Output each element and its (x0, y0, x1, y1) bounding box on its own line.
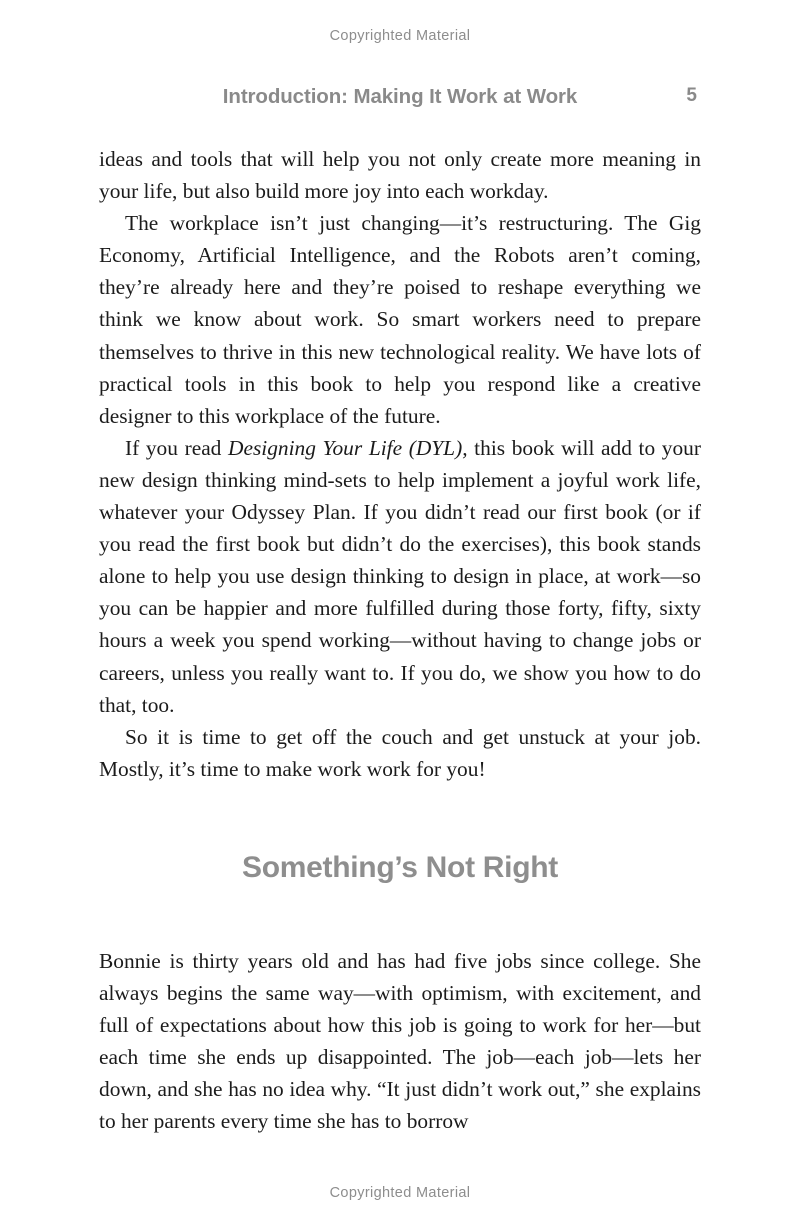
text-column (99, 143, 701, 1137)
page-number: 5 (686, 85, 697, 106)
paragraph-get-unstuck: So it is time to get off the couch and get unstuck at your job. Mostly, it’s time to make work work for you! (99, 724, 701, 781)
copyright-watermark-bottom: Copyrighted Material (329, 1185, 471, 1201)
paragraph-workplace-restructuring: The workplace isn’t just changing—it’s restructuring. The Gig Economy, Artificial Intelligence, and the Robots aren’t coming, they’re already here and they’re poised to reshape everything we think we know about work. So smart workers need to prepare themselves to thrive in this new technological reality. We have lots of practical tools in this book to help you respond like a creative designer to this workplace of the future. (99, 211, 701, 428)
book-title-italic: Designing Your Life (DYL), (228, 435, 468, 460)
running-head (99, 85, 701, 109)
section-heading-somethings-not-right: Something’s Not Right (242, 850, 558, 884)
paragraph-bonnie-story: Bonnie is thirty years old and has had five jobs since college. She always begins the same way—with optimism, with excitement, and full of expectations about how this job is going to work for her—but each time she ends up disappointed. The job—each job—lets her down, and she has no idea why. “It just didn’t work out,” she explains to her parents every time she has to borrow (99, 948, 701, 1134)
paragraph-designing-your-life (99, 432, 701, 721)
paragraph-text-lead: If you read (125, 435, 228, 460)
running-head-title: Introduction: Making It Work at Work (222, 85, 578, 108)
paragraph-text-rest: this book will add to your new design thinking mind-sets to help implement a joyful work life, whatever your Odyssey Plan. If you didn’t read our first book (or if you read the first book but didn’t do the exercises), this book stands alone to help you use design thinking to design in place, at work—so you can be happier and more fulfilled during those forty, fifty, sixty hours a week you spend working—without having to change jobs or careers, unless you really want to. If you do, we show you how to do that, too. (99, 435, 701, 717)
paragraph-continuation: ideas and tools that will help you not only create more meaning in your life, but also build more joy into each workday. (99, 147, 701, 204)
copyright-watermark-top: Copyrighted Material (329, 28, 471, 44)
